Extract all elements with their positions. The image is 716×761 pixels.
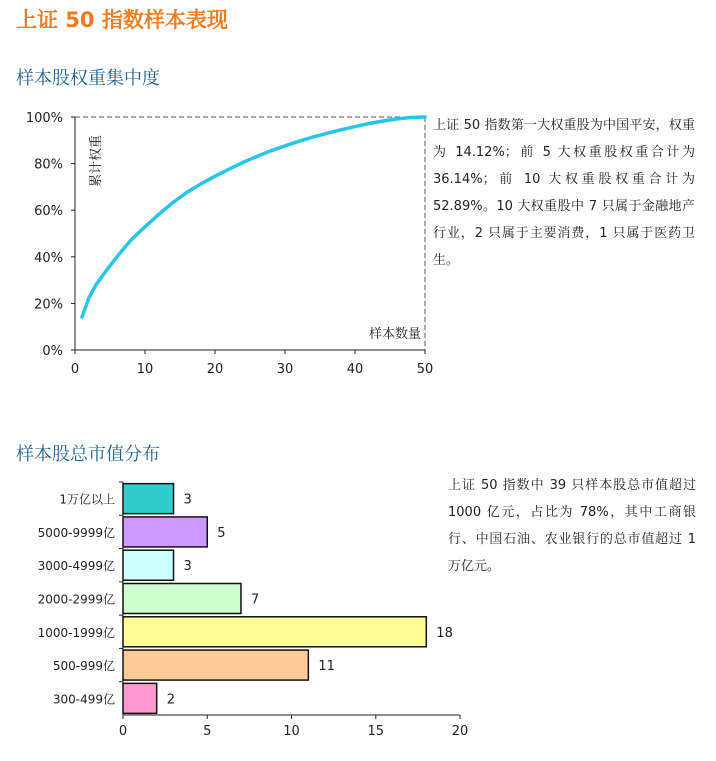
x-tick-label: 40 xyxy=(346,362,364,377)
bar xyxy=(123,484,174,514)
x-tick-label: 0 xyxy=(118,724,128,739)
x-tick-label: 0 xyxy=(70,362,80,377)
category-label: 3000-4999亿 xyxy=(37,559,115,574)
y-tick-label: 20% xyxy=(34,297,63,313)
bar xyxy=(123,550,174,580)
y-tick-label: 40% xyxy=(34,250,63,266)
marketcap-description: 上证 50 指数中 39 只样本股总市值超过 1000 亿元，占比为 78%，其中工商银行、中国石油、农业银行的总市值超过 1 万亿元。 xyxy=(448,478,696,574)
y-tick-label: 80% xyxy=(34,157,63,173)
y-tick-label: 0% xyxy=(42,344,63,359)
x-tick-label: 50 xyxy=(416,362,434,377)
category-label: 300-499亿 xyxy=(52,692,115,707)
bar-value-label: 11 xyxy=(318,659,335,675)
category-label: 2000-2999亿 xyxy=(37,592,115,607)
y-tick-label: 60% xyxy=(34,204,63,220)
category-label: 1000-1999亿 xyxy=(37,625,115,640)
y-axis-label: 累计权重 xyxy=(89,134,104,187)
x-tick-label: 20 xyxy=(206,362,224,377)
x-tick-label: 10 xyxy=(136,362,154,377)
x-tick-label: 30 xyxy=(276,362,294,377)
x-tick-label: 10 xyxy=(283,724,300,739)
bar-value-label: 3 xyxy=(183,492,192,508)
page-title: 上证 50 指数样本表现 xyxy=(16,8,228,32)
category-label: 5000-9999亿 xyxy=(37,525,115,540)
x-tick-label: 20 xyxy=(451,724,469,739)
bar xyxy=(123,517,207,547)
bar xyxy=(123,683,157,713)
bar-value-label: 7 xyxy=(250,592,260,608)
bar-value-label: 3 xyxy=(183,559,192,575)
section-title-weight: 样本股权重集中度 xyxy=(16,68,160,89)
x-tick-label: 5 xyxy=(203,724,212,739)
y-tick-label: 100% xyxy=(25,111,63,126)
bar-value-label: 2 xyxy=(166,692,175,708)
bar xyxy=(123,650,308,680)
bar xyxy=(123,584,241,614)
section-title-marketcap: 样本股总市值分布 xyxy=(16,444,160,465)
category-label: 500-999亿 xyxy=(52,659,115,674)
category-label: 1万亿以上 xyxy=(59,492,115,507)
bar-value-label: 18 xyxy=(436,625,453,641)
weight-description: 上证 50 指数第一大权重股为中国平安，权重为 14.12%；前 5 大权重股权重合计为 36.14%；前 10 大权重股权重合计为 52.89%。10 大权重股中 7 只属于金融地产行业，2 只属于主要消费，1 只属于医药卫生。 xyxy=(433,118,695,268)
bar xyxy=(123,617,426,647)
x-tick-label: 15 xyxy=(367,724,385,739)
x-axis-label: 样本数量 xyxy=(368,327,421,342)
bar-value-label: 5 xyxy=(217,525,226,541)
